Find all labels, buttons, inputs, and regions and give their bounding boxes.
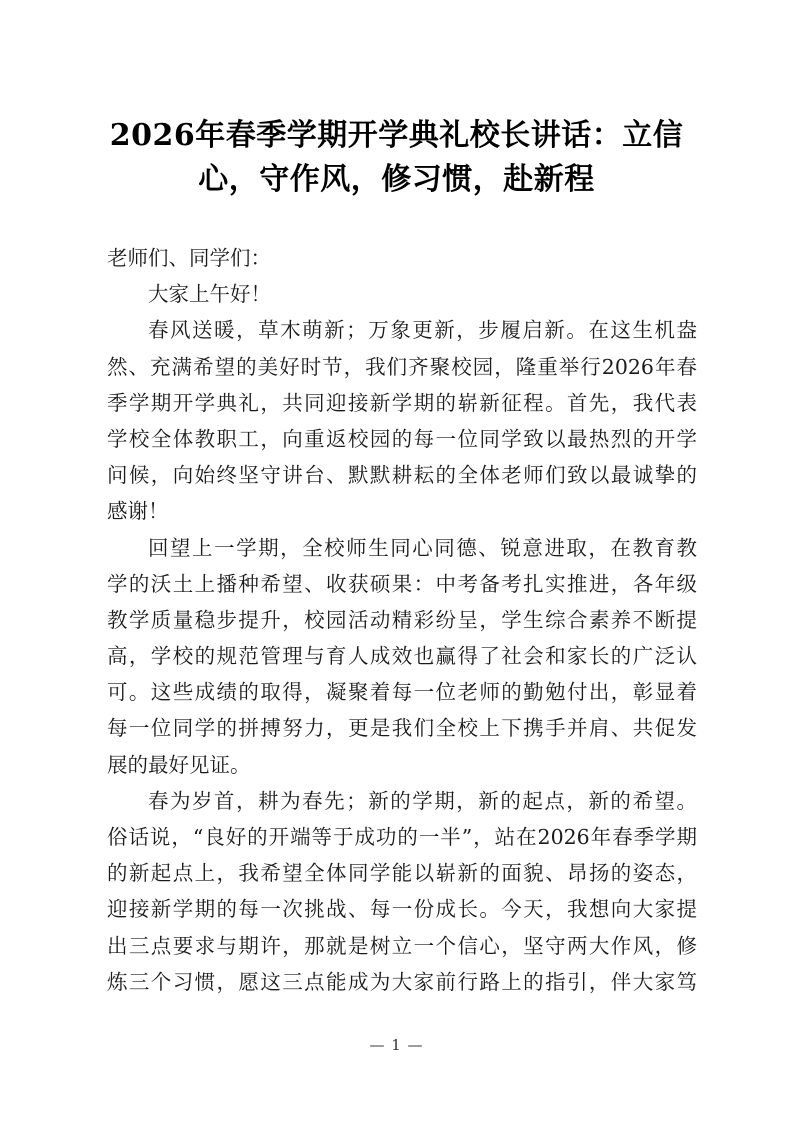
title-line-1: 2026年春季学期开学典礼校长讲话：立信 <box>109 118 684 153</box>
paragraph-3-line: 出三点要求与期许，那就是树立一个信心，坚守两大作风，修 <box>107 933 697 958</box>
title-line-2: 心，守作风，修习惯，赴新程 <box>198 162 595 197</box>
salutation: 老师们、同学们： <box>107 246 271 270</box>
paragraph-2-line: 高，学校的规范管理与育人成效也赢得了社会和家长的广泛认 <box>107 644 697 669</box>
paragraph-2-line: 学的沃土上播种希望、收获硕果：中考备考扎实推进，各年级 <box>107 571 697 596</box>
paragraph-2-line: 可。这些成绩的取得，凝聚着每一位老师的勤勉付出，彰显着 <box>107 680 697 705</box>
paragraph-1-line: 学校全体教职工，向重返校园的每一位同学致以最热烈的开学 <box>107 426 697 451</box>
document-title <box>100 114 693 202</box>
paragraph-1-line: 然、充满希望的美好时节，我们齐聚校园，隆重举行2026年春 <box>107 354 697 379</box>
paragraph-3-line: 迎接新学期的每一次挑战、每一份成长。今天，我想向大家提 <box>107 897 697 922</box>
paragraph-2-line: 展的最好见证。 <box>107 752 251 777</box>
paragraph-2-line: 教学质量稳步提升，校园活动精彩纷呈，学生综合素养不断提 <box>107 607 697 632</box>
paragraph-2-line: 每一位同学的拼搏努力，更是我们全校上下携手并肩、共促发 <box>107 716 697 741</box>
page-number: — 1 — <box>369 1036 424 1054</box>
paragraph-1-line: 感谢！ <box>107 499 169 524</box>
paragraph-3-line: 的新起点上，我希望全体同学能以崭新的面貌、昂扬的姿态， <box>107 861 697 886</box>
paragraph-3-line: 俗话说，“良好的开端等于成功的一半”，站在2026年春季学期 <box>107 825 697 849</box>
paragraph-1-line: 问候，向始终坚守讲台、默默耕耘的全体老师们致以最诚挚的 <box>107 463 697 488</box>
speech-body <box>107 240 697 1000</box>
paragraph-1-line: 春风送暖，草木萌新；万象更新，步履启新。在这生机盎 <box>148 318 697 343</box>
paragraph-3-line: 炼三个习惯，愿这三点能成为大家前行路上的指引，伴大家笃 <box>107 969 697 994</box>
paragraph-1-line: 季学期开学典礼，共同迎接新学期的崭新征程。首先，我代表 <box>107 390 697 415</box>
paragraph-3-line: 春为岁首，耕为春先；新的学期，新的起点，新的希望。 <box>148 788 697 813</box>
greeting: 大家上午好！ <box>148 282 271 307</box>
paragraph-2-line: 回望上一学期，全校师生同心同德、锐意进取，在教育教 <box>148 535 697 560</box>
